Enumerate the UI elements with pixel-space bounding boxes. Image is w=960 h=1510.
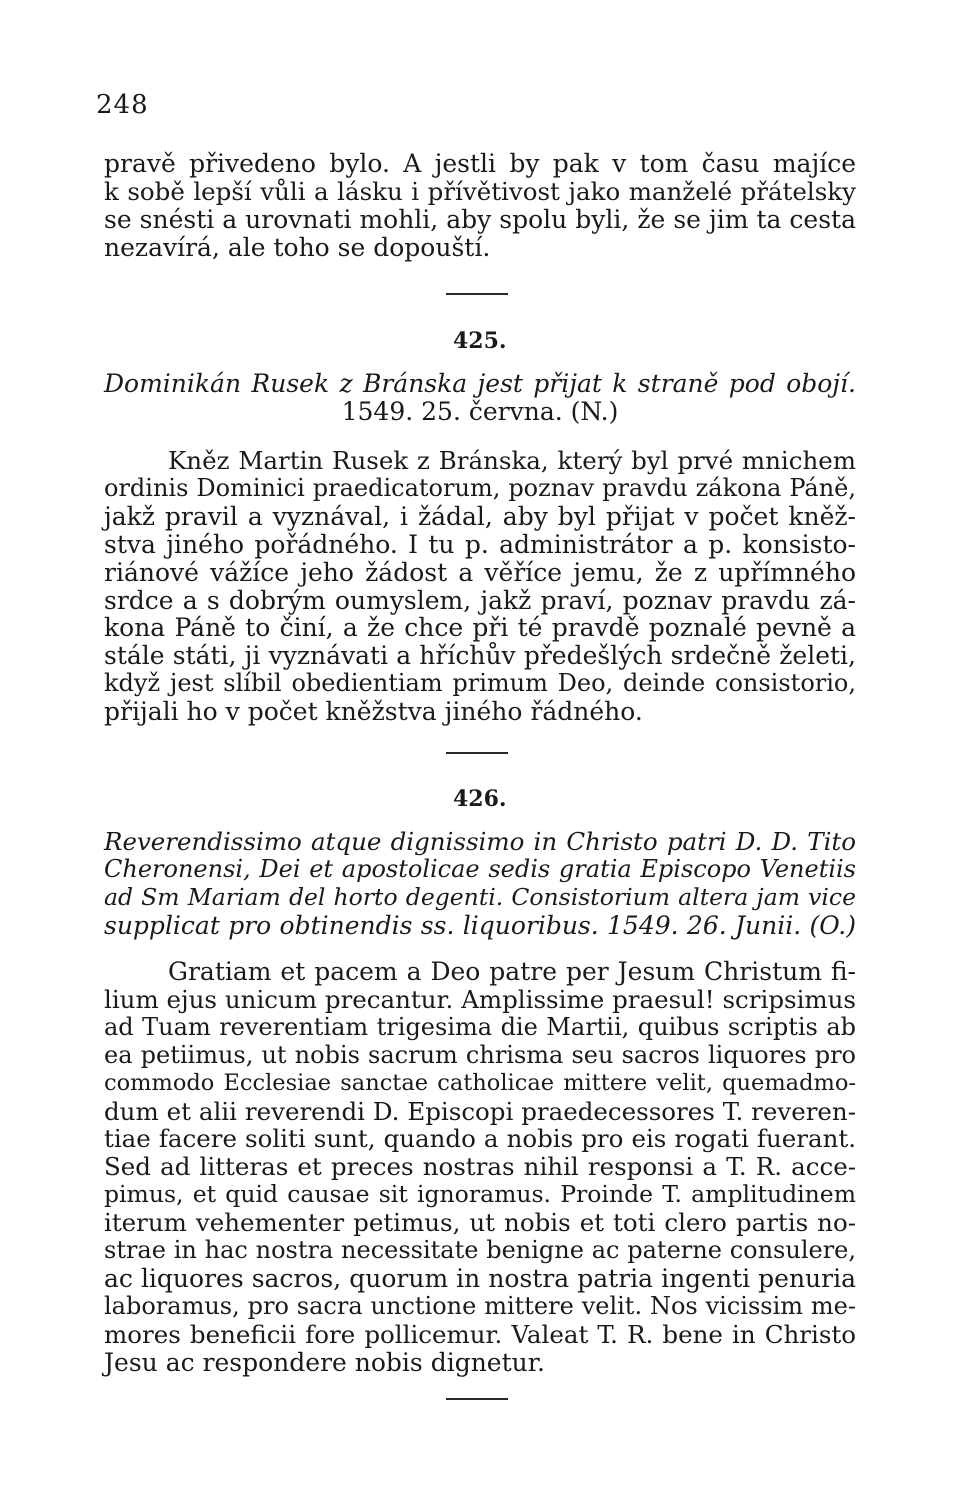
text-line: ordinis Dominici praedicatorum, poznav pravdu zákona Páně, xyxy=(104,473,856,502)
text-line: jakž pravil a vyznával, i žádal, aby byl přijat v počet kněž- xyxy=(104,501,856,531)
page-number: 248 xyxy=(96,90,149,120)
text-line: když jest slíbil obedientiam primum Deo, deinde consistorio, xyxy=(104,669,856,698)
text-line: ad Tuam reverentiam trigesima die Martii, quibus scriptis ab xyxy=(104,1012,856,1041)
document-425-body xyxy=(104,447,856,726)
section-divider xyxy=(446,293,508,295)
text-line: nezavírá, ale toho se dopouští. xyxy=(104,232,491,262)
text-line: Gratiam et pacem a Deo patre per Jesum Christum fi- xyxy=(168,957,856,986)
text-line: k sobě lepší vůli a lásku i přívětivost jako manželé přátelsky xyxy=(104,176,856,206)
heading-date: 1549. 25. června. (N.) xyxy=(341,396,619,426)
text-line: pravě přivedeno bylo. A jestli by pak v tom času majíce xyxy=(104,149,856,178)
document-number-425: 425. xyxy=(453,328,507,354)
document-425-heading xyxy=(104,370,856,426)
heading-line: Dominikán Rusek z Bránska jest přijat k straně pod obojí. xyxy=(104,369,856,398)
text-line: mores beneficii fore pollicemur. Valeat T. R. bene in Christo xyxy=(104,1319,856,1349)
text-line: lium ejus unicum precantur. Amplissime praesul! scripsimus xyxy=(104,984,856,1014)
text-line: tiae facere soliti sunt, quando a nobis pro eis rogati fuerant. xyxy=(104,1124,856,1154)
section-divider xyxy=(446,1398,508,1400)
text-line: stále státi, ji vyznávati a hříchův předešlých srdečně želeti, xyxy=(104,641,856,671)
text-line: dum et alii reverendi D. Episcopi praedecessores T. reveren- xyxy=(104,1096,856,1126)
text-line: ea petiimus, ut nobis sacrum chrisma seu sacros liquores pro xyxy=(104,1040,856,1069)
document-number-426: 426. xyxy=(453,786,507,812)
heading-line: ad Sm Mariam del horto degenti. Consistorium altera jam vice xyxy=(104,882,856,911)
text-line: iterum vehementer petimus, ut nobis et toti clero partis no- xyxy=(104,1208,856,1238)
text-line: ac liquores sacros, quorum in nostra patria ingenti penuria xyxy=(104,1263,856,1293)
text-line: srdce a s dobrým oumyslem, jakž praví, poznav pravdu zá- xyxy=(104,585,856,615)
text-line: se snésti a urovnati mohli, aby spolu byli, že se jim ta cesta xyxy=(104,204,856,234)
text-line: Kněz Martin Rusek z Bránska, který byl prvé mnichem xyxy=(168,446,856,475)
section-divider xyxy=(446,752,508,754)
document-426-body xyxy=(104,958,856,1377)
text-line: Sed ad litteras et preces nostras nihil responsi a T. R. acce- xyxy=(104,1152,856,1182)
heading-line: Reverendissimo atque dignissimo in Christo patri D. D. Tito xyxy=(104,827,856,856)
text-line: Jesu ac respondere nobis dignetur. xyxy=(104,1347,545,1377)
text-line: strae in hac nostra necessitate benigne ac paterne consulere, xyxy=(104,1236,856,1265)
intro-paragraph xyxy=(104,150,856,262)
heading-line: supplicat pro obtinendis ss. liquoribus. 1549. 26. Junii. (O.) xyxy=(104,910,856,940)
text-line: riánové vážíce jeho žádost a věříce jemu, že z upřímného xyxy=(104,557,856,587)
text-line: laboramus, pro sacra unctione mittere velit. Nos vicissim me- xyxy=(104,1291,856,1320)
text-line: kona Páně to činí, a že chce při té pravdě poznalé pevně a xyxy=(104,613,856,643)
text-line: pimus, et quid causae sit ignoramus. Proinde T. amplitudinem xyxy=(104,1180,856,1209)
heading-line: Cheronensi, Dei et apostolicae sedis gratia Episcopo Venetiis xyxy=(104,854,856,883)
text-line: přijali ho v počet kněžstva jiného řádného. xyxy=(104,697,643,727)
text-line: commodo Ecclesiae sanctae catholicae mittere velit, quemadmo- xyxy=(104,1069,856,1096)
text-line: stva jiného pořádného. I tu p. administrátor a p. konsisto- xyxy=(104,529,856,559)
document-426-heading xyxy=(104,828,856,940)
